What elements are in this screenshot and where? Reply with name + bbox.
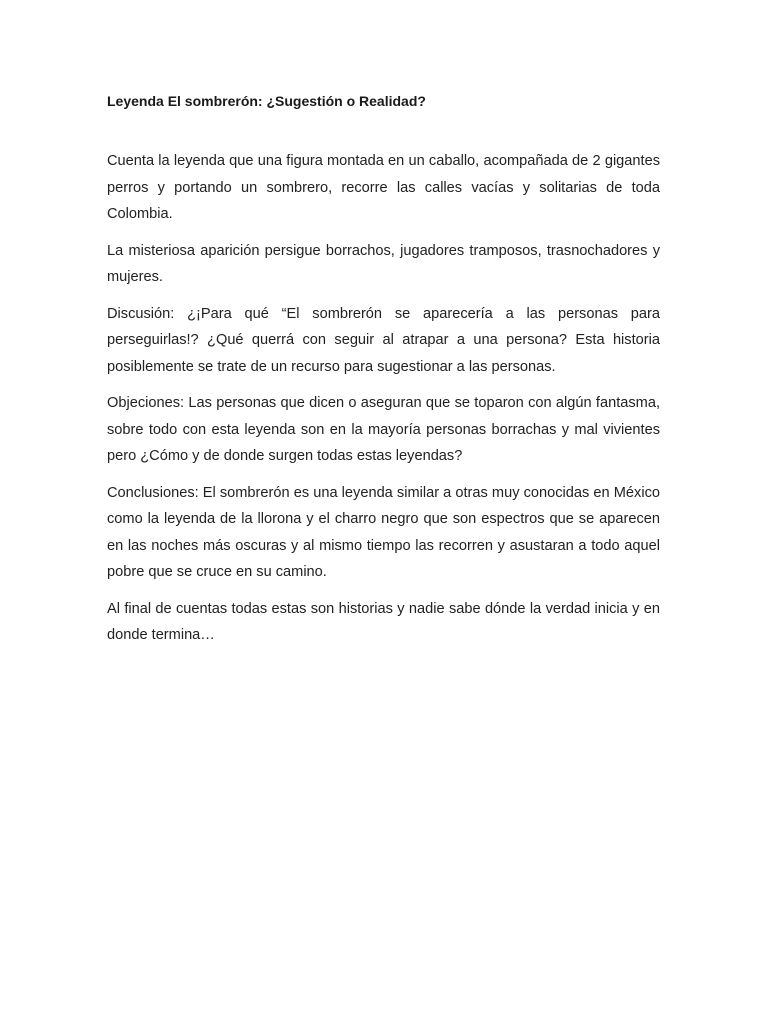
paragraph-conclusions: Conclusiones: El sombrerón es una leyenda similar a otras muy conocidas en México como la leyenda de la llorona y el charro negro que son espectros que se aparecen en las noches más oscuras y al mismo tiempo las recorren y asustaran a todo aquel pobre que se cruce en su camino. bbox=[107, 484, 660, 580]
paragraph-discussion: Discusión: ¿¡Para qué “El sombrerón se aparecería a las personas para perseguirlas!? ¿Qué querrá con seguir al atrapar a una persona? Esta historia posiblemente se trate de un recurso para sugestionar a las personas. bbox=[107, 305, 660, 375]
document-title: Leyenda El sombrerón: ¿Sugestión o Realidad? bbox=[107, 93, 426, 109]
document-body bbox=[107, 88, 660, 659]
paragraph-apparition: La misteriosa aparición persigue borrachos, jugadores tramposos, trasnochadores y mujeres. bbox=[107, 242, 660, 285]
paragraph-objections: Objeciones: Las personas que dicen o aseguran que se toparon con algún fantasma, sobre todo con esta leyenda son en la mayoría personas borrachas y mal vivientes pero ¿Cómo y de donde surgen todas estas leyendas? bbox=[107, 395, 660, 464]
paragraph-intro: Cuenta la leyenda que una figura montada en un caballo, acompañada de 2 gigantes perros y portando un sombrero, recorre las calles vacías y solitarias de toda Colombia. bbox=[107, 153, 660, 222]
paragraph-closing: Al final de cuentas todas estas son historias y nadie sabe dónde la verdad inicia y en donde termina… bbox=[107, 600, 660, 643]
